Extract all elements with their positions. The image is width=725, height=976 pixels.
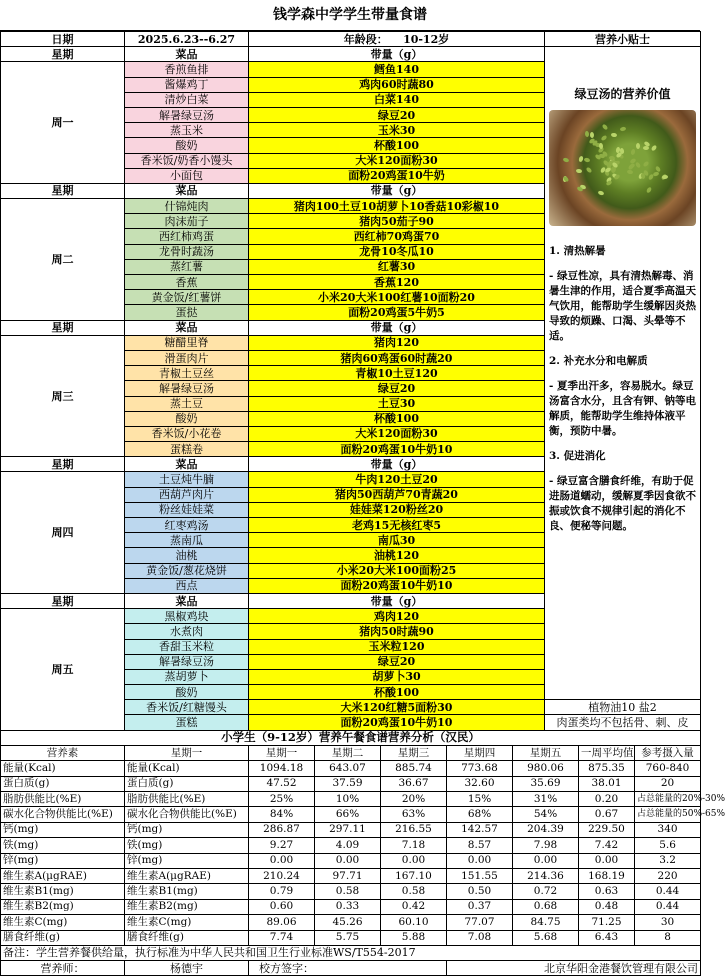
nutrition-cell: 0.63 [579, 884, 635, 899]
nutrition-cell: 20% [381, 791, 447, 806]
nutrition-cell: 38.01 [579, 776, 635, 791]
nutrition-cell: 脂肪供能比(%E) [125, 791, 249, 806]
dish-amount: 大米120红糖5面粉30 [249, 700, 545, 715]
dish-amount: 玉米粒120 [249, 639, 545, 654]
nutrition-row [1, 884, 701, 899]
dish-amount: 猪肉50西葫芦70青蔬20 [249, 487, 545, 502]
nutrition-cell: 0.00 [315, 853, 381, 868]
dish-amount: 小米20大米100面粉25 [249, 563, 545, 578]
nutrition-title-row [1, 730, 701, 745]
nutrition-title: 小学生（9-12岁）营养午餐食谱营养分析（汉民） [1, 730, 701, 745]
nutritionist-name: 杨德宇 [125, 961, 249, 976]
nutrition-tips [545, 47, 701, 700]
nutrition-cell: 蛋白质(g) [125, 776, 249, 791]
weekday-cell: 周四 [1, 472, 125, 594]
nutrition-cell: 151.55 [447, 868, 513, 883]
nutrition-cell: 5.88 [381, 930, 447, 945]
nutrition-cell: 8 [635, 930, 701, 945]
school-sign-label: 校方签字： [249, 961, 447, 976]
nutrition-cell: 0.00 [579, 853, 635, 868]
nutrition-col-header: 参考摄入量 [635, 745, 701, 760]
nutrition-cell: 0.60 [249, 899, 315, 914]
page-title: 钱学森中学学生带量食谱 [0, 0, 700, 31]
dish-amount: 猪肉50茄子90 [249, 214, 545, 229]
nutrition-cell: 4.09 [315, 838, 381, 853]
footer-table [0, 945, 701, 976]
dish-amount: 青椒10土豆120 [249, 366, 545, 381]
nutrition-cell: 铁(mg) [1, 838, 125, 853]
dish-amount: 小米20大米100红薯10面粉20 [249, 290, 545, 305]
nutrition-cell: 0.44 [635, 899, 701, 914]
dish-name: 酸奶 [125, 411, 249, 426]
nutrition-cell: 885.74 [381, 761, 447, 776]
dish-amount: 土豆30 [249, 396, 545, 411]
dish-amount: 牛肉120土豆20 [249, 472, 545, 487]
nutrition-cell: 0.20 [579, 791, 635, 806]
dish-amount: 胡萝卜30 [249, 669, 545, 684]
amount-header: 带量（g） [249, 457, 545, 472]
dish-amount: 猪肉120 [249, 335, 545, 350]
tip-2-text: - 夏季出汗多，容易脱水。绿豆汤富含水分，且含有钾、钠等电解质，能帮助学生维持体液平衡，预防中暑。 [549, 380, 696, 438]
nutrition-cell: 脂肪供能比(%E) [1, 791, 125, 806]
dish-amount: 鸡肉120 [249, 609, 545, 624]
bones-note: 肉蛋类均不包括骨、刺、皮 [545, 715, 701, 730]
nutrition-cell: 能量(Kcal) [125, 761, 249, 776]
tip-1-title: 1. 清热解暑 [549, 245, 606, 258]
nutrition-cell: 锌(mg) [1, 853, 125, 868]
nutrition-cell: 钙(mg) [125, 822, 249, 837]
weekly-menu-table [0, 31, 701, 731]
dish-amount: 杯酸100 [249, 138, 545, 153]
nutrition-header-row [1, 745, 701, 760]
nutrition-cell: 膳食纤维(g) [1, 930, 125, 945]
nutrition-cell: 铁(mg) [125, 838, 249, 853]
weekday-cell: 周二 [1, 199, 125, 321]
dish-name: 酸奶 [125, 685, 249, 700]
nutrition-cell: 167.10 [381, 868, 447, 883]
oil-salt-note: 植物油10 盐2 [545, 700, 701, 715]
dish-name: 肉沫茄子 [125, 214, 249, 229]
nutrition-cell: 84.75 [513, 915, 579, 930]
dish-amount: 猪肉60鸡蛋60时蔬20 [249, 350, 545, 365]
nutrition-cell: 97.71 [315, 868, 381, 883]
standard-note: 备注：学生营养餐供给量，执行标准为中华人民共和国卫生行业标准WS/T554-2017 [1, 945, 701, 960]
nutrition-row [1, 776, 701, 791]
nutrition-row [1, 868, 701, 883]
company-name: 北京华阳金港餐饮管理有限公司 [447, 961, 701, 976]
dish-amount: 绿豆20 [249, 107, 545, 122]
nutrition-cell: 63% [381, 807, 447, 822]
nutrition-table [0, 730, 725, 946]
weekday-header: 星期 [1, 47, 125, 62]
nutrition-cell: 7.08 [447, 930, 513, 945]
nutrition-cell: 220 [635, 868, 701, 883]
nutrition-cell: 216.55 [381, 822, 447, 837]
nutrition-cell: 7.98 [513, 838, 579, 853]
nutrition-cell: 297.11 [315, 822, 381, 837]
nutrition-cell: 9.27 [249, 838, 315, 853]
dish-amount: 杯酸100 [249, 411, 545, 426]
weekday-header: 星期 [1, 457, 125, 472]
nutrition-cell: 7.18 [381, 838, 447, 853]
dish-amount: 绿豆20 [249, 654, 545, 669]
dish-amount: 面粉20鸡蛋10牛奶10 [249, 442, 545, 457]
nutrition-row [1, 791, 701, 806]
dish-name: 黄金饭/葱花烧饼 [125, 563, 249, 578]
dish-name: 土豆炖牛腩 [125, 472, 249, 487]
nutrition-cell: 66% [315, 807, 381, 822]
amount-header: 带量（g） [249, 47, 545, 62]
nutrition-cell: 0.67 [579, 807, 635, 822]
nutrition-cell: 36.67 [381, 776, 447, 791]
nutrition-cell: 54% [513, 807, 579, 822]
nutrition-cell: 8.57 [447, 838, 513, 853]
nutrition-cell: 0.68 [513, 899, 579, 914]
nutrition-col-header: 营养素 [1, 745, 125, 760]
dish-name: 蛋糕 [125, 715, 249, 730]
dish-amount: 老鸡15无核红枣5 [249, 518, 545, 533]
nutrition-cell: 5.75 [315, 930, 381, 945]
age-range: 年龄段： 10-12岁 [249, 32, 545, 47]
nutrition-cell: 35.69 [513, 776, 579, 791]
nutrition-row [1, 838, 701, 853]
nutrition-col-header: 星期一 [249, 745, 315, 760]
dish-amount: 香蕉120 [249, 275, 545, 290]
dish-name: 酱爆鸡丁 [125, 77, 249, 92]
nutrition-cell: 60.10 [381, 915, 447, 930]
nutrition-col-header: 星期二 [315, 745, 381, 760]
nutrition-cell: 84% [249, 807, 315, 822]
dish-name: 蒸玉米 [125, 123, 249, 138]
dish-name: 青椒土豆丝 [125, 366, 249, 381]
nutrition-cell: 5.68 [513, 930, 579, 945]
dish-name: 香甜玉米粒 [125, 639, 249, 654]
dish-name: 黄金饭/红薯饼 [125, 290, 249, 305]
nutrition-cell: 71.25 [579, 915, 635, 930]
dish-name: 酸奶 [125, 138, 249, 153]
nutrition-cell: 0.00 [249, 853, 315, 868]
nutrition-row [1, 807, 701, 822]
nutrition-row [1, 822, 701, 837]
dish-amount: 猪肉100土豆10胡萝卜10香菇10彩椒10 [249, 199, 545, 214]
nutrition-cell: 5.6 [635, 838, 701, 853]
dish-name: 蒸南瓜 [125, 533, 249, 548]
nutrition-col-header: 一周平均值 [579, 745, 635, 760]
nutrition-cell: 0.72 [513, 884, 579, 899]
amount-header: 带量（g） [249, 183, 545, 198]
nutrition-cell: 7.42 [579, 838, 635, 853]
dish-name: 黑椒鸡块 [125, 609, 249, 624]
dish-amount: 娃娃菜120粉丝20 [249, 502, 545, 517]
dish-name: 油桃 [125, 548, 249, 563]
nutrition-cell: 维生素B2(mg) [125, 899, 249, 914]
dish-amount: 猪肉50时蔬90 [249, 624, 545, 639]
nutrition-cell: 773.68 [447, 761, 513, 776]
dish-name: 香米饭/小花卷 [125, 426, 249, 441]
dish-amount: 鸡肉60时蔬80 [249, 77, 545, 92]
nutrition-cell: 6.43 [579, 930, 635, 945]
dish-amount: 绿豆20 [249, 381, 545, 396]
nutrition-cell: 7.74 [249, 930, 315, 945]
menu-header-row [1, 32, 701, 47]
nutrition-cell: 214.36 [513, 868, 579, 883]
dish-name: 什锦炖肉 [125, 199, 249, 214]
tip-3-text: - 绿豆富含膳食纤维，有助于促进肠道蠕动，缓解夏季因食欲不振或饮食不规律引起的消化不良、便秘等问题。 [549, 475, 696, 533]
dish-name: 红枣鸡汤 [125, 518, 249, 533]
nutrition-cell: 占总能量的50%-65% [635, 807, 701, 822]
nutrition-cell: 229.50 [579, 822, 635, 837]
dish-amount: 大米120面粉30 [249, 426, 545, 441]
weekday-cell: 周三 [1, 335, 125, 457]
dish-name: 小面包 [125, 168, 249, 183]
amount-header: 带量（g） [249, 320, 545, 335]
nutrition-cell: 锌(mg) [125, 853, 249, 868]
day-header-row [1, 47, 701, 62]
dish-header: 菜品 [125, 183, 249, 198]
nutrition-cell: 32.60 [447, 776, 513, 791]
nutrition-cell: 钙(mg) [1, 822, 125, 837]
nutrition-cell: 89.06 [249, 915, 315, 930]
nutrition-row [1, 930, 701, 945]
weekday-cell: 周一 [1, 62, 125, 184]
tip-3-title: 3. 促进消化 [549, 450, 606, 463]
dish-amount: 面粉20鸡蛋10牛奶10 [249, 578, 545, 593]
nutrition-col-header: 星期四 [447, 745, 513, 760]
nutrition-cell: 142.57 [447, 822, 513, 837]
nutrition-cell: 47.52 [249, 776, 315, 791]
dish-name: 滑蛋肉片 [125, 350, 249, 365]
nutrition-cell: 0.48 [579, 899, 635, 914]
nutrition-cell: 30 [635, 915, 701, 930]
nutrition-cell: 膳食纤维(g) [125, 930, 249, 945]
dish-name: 清炒白菜 [125, 92, 249, 107]
nutrition-cell: 1094.18 [249, 761, 315, 776]
date-label: 日期 [1, 32, 125, 47]
nutrition-cell: 占总能量的20%-30% [635, 791, 701, 806]
nutrition-cell: 维生素A(μgRAE) [1, 868, 125, 883]
nutrition-cell: 0.00 [447, 853, 513, 868]
nutrition-cell: 0.44 [635, 884, 701, 899]
nutrition-cell: 维生素C(mg) [1, 915, 125, 930]
dish-name: 西点 [125, 578, 249, 593]
nutrition-cell: 0.50 [447, 884, 513, 899]
weekday-cell: 周五 [1, 609, 125, 731]
nutrition-cell: 0.33 [315, 899, 381, 914]
nutrition-cell: 0.58 [315, 884, 381, 899]
dish-amount: 西红柿70鸡蛋70 [249, 229, 545, 244]
nutrition-cell: 68% [447, 807, 513, 822]
signature-row [1, 961, 701, 976]
dish-amount: 面粉20鸡蛋10牛奶 [249, 168, 545, 183]
dish-header: 菜品 [125, 47, 249, 62]
nutrition-col-header: 星期三 [381, 745, 447, 760]
dish-name: 蒸土豆 [125, 396, 249, 411]
dish-amount: 红薯30 [249, 259, 545, 274]
dish-amount: 龙骨10冬瓜10 [249, 244, 545, 259]
tip-2-title: 2. 补充水分和电解质 [549, 355, 648, 368]
dish-name: 香煎鱼排 [125, 62, 249, 77]
dish-name: 西葫芦肉片 [125, 487, 249, 502]
nutrition-col-header: 星期一 [125, 745, 249, 760]
nutrition-cell: 45.26 [315, 915, 381, 930]
note-row [1, 945, 701, 960]
nutrition-cell: 0.79 [249, 884, 315, 899]
dish-name: 蛋挞 [125, 305, 249, 320]
weekday-header: 星期 [1, 183, 125, 198]
nutrition-cell: 维生素B2(mg) [1, 899, 125, 914]
nutrition-cell: 0.00 [513, 853, 579, 868]
nutrition-cell: 0.42 [381, 899, 447, 914]
dish-header: 菜品 [125, 457, 249, 472]
nutrition-col-header: 星期五 [513, 745, 579, 760]
dish-amount: 南瓜30 [249, 533, 545, 548]
dish-name: 香蕉 [125, 275, 249, 290]
dish-name: 水煮肉 [125, 624, 249, 639]
weekday-header: 星期 [1, 320, 125, 335]
dish-amount: 白菜140 [249, 92, 545, 107]
nutrition-row [1, 853, 701, 868]
nutrition-cell: 0.00 [381, 853, 447, 868]
tips-heading: 绿豆汤的营养价值 [574, 87, 671, 102]
nutrition-cell: 875.35 [579, 761, 635, 776]
nutrition-cell: 168.19 [579, 868, 635, 883]
nutrition-cell: 维生素A(μgRAE) [125, 868, 249, 883]
nutrition-cell: 980.06 [513, 761, 579, 776]
dish-name: 解暑绿豆汤 [125, 654, 249, 669]
nutrition-row [1, 761, 701, 776]
tips-label: 营养小贴士 [545, 32, 701, 47]
nutrition-cell: 3.2 [635, 853, 701, 868]
dish-amount: 大米120面粉30 [249, 153, 545, 168]
nutrition-cell: 37.59 [315, 776, 381, 791]
dish-name: 蛋糕卷 [125, 442, 249, 457]
dish-name: 蒸胡萝卜 [125, 669, 249, 684]
nutritionist-label: 营养师： [1, 961, 125, 976]
dish-amount: 面粉20鸡蛋10牛奶10 [249, 715, 545, 730]
nutrition-cell: 维生素B1(mg) [1, 884, 125, 899]
nutrition-cell: 碳水化合物供能比(%E) [125, 807, 249, 822]
nutrition-cell: 碳水化合物供能比(%E) [1, 807, 125, 822]
nutrition-cell: 能量(Kcal) [1, 761, 125, 776]
tip-1-text: - 绿豆性凉，具有清热解毒、消暑生津的作用，适合夏季高温天气饮用，能帮助学生缓解因炎热导致的烦躁、口渴、头晕等不适。 [549, 270, 696, 343]
dish-amount: 油桃120 [249, 548, 545, 563]
nutrition-cell: 204.39 [513, 822, 579, 837]
nutrition-cell: 0.37 [447, 899, 513, 914]
nutrition-cell: 维生素C(mg) [125, 915, 249, 930]
nutrition-cell: 286.87 [249, 822, 315, 837]
dish-name: 解暑绿豆汤 [125, 107, 249, 122]
nutrition-cell: 15% [447, 791, 513, 806]
dish-name: 蒸红薯 [125, 259, 249, 274]
dish-name: 解暑绿豆汤 [125, 381, 249, 396]
nutrition-cell: 维生素B1(mg) [125, 884, 249, 899]
weekday-header: 星期 [1, 593, 125, 608]
dish-amount: 玉米30 [249, 123, 545, 138]
nutrition-row [1, 899, 701, 914]
dish-name: 香米饭/红糖馒头 [125, 700, 249, 715]
nutrition-cell: 340 [635, 822, 701, 837]
dish-header: 菜品 [125, 593, 249, 608]
nutrition-cell: 20 [635, 776, 701, 791]
dish-name: 西红柿鸡蛋 [125, 229, 249, 244]
dish-header: 菜品 [125, 320, 249, 335]
dish-name: 龙骨时蔬汤 [125, 244, 249, 259]
nutrition-cell: 643.07 [315, 761, 381, 776]
nutrition-cell: 蛋白质(g) [1, 776, 125, 791]
dish-amount: 鳕鱼140 [249, 62, 545, 77]
mung-bean-photo [549, 110, 696, 226]
nutrition-row [1, 915, 701, 930]
dish-name: 香米饭/奶香小馒头 [125, 153, 249, 168]
date-value: 2025.6.23--6.27 [125, 32, 249, 47]
nutrition-cell: 210.24 [249, 868, 315, 883]
nutrition-cell: 77.07 [447, 915, 513, 930]
dish-name: 糖醋里脊 [125, 335, 249, 350]
nutrition-cell: 760-840 [635, 761, 701, 776]
dish-name: 粉丝娃娃菜 [125, 502, 249, 517]
nutrition-cell: 10% [315, 791, 381, 806]
dish-amount: 面粉20鸡蛋5牛奶5 [249, 305, 545, 320]
amount-header: 带量（g） [249, 593, 545, 608]
nutrition-cell: 0.58 [381, 884, 447, 899]
dish-amount: 杯酸100 [249, 685, 545, 700]
nutrition-cell: 31% [513, 791, 579, 806]
nutrition-cell: 25% [249, 791, 315, 806]
